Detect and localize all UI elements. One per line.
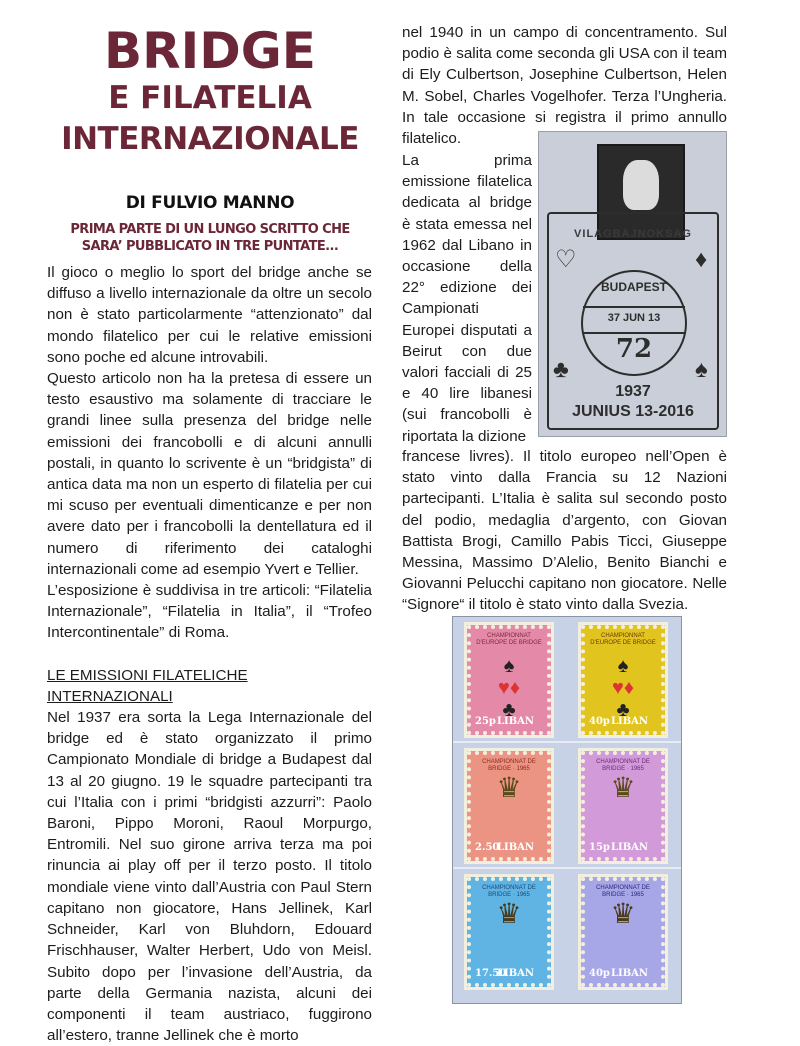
stamp-caption: CHAMPIONNAT DE BRIDGE · 1965 — [482, 759, 536, 772]
postmark-header: VILAGBAJNOKSAG — [574, 228, 692, 240]
stamp — [581, 625, 665, 735]
title-line-1: BRIDGE — [104, 22, 316, 80]
circle-line — [583, 306, 685, 308]
stamp-country: LIBAN — [611, 968, 649, 979]
stamp-caption: CHAMPIONNAT D'EUROPE DE BRIDGE — [476, 633, 542, 646]
crown-icon: ♛ — [610, 898, 636, 929]
stamp — [467, 877, 551, 987]
stamp-row — [453, 617, 681, 743]
article-title — [40, 18, 380, 160]
subtitle — [40, 221, 380, 255]
paragraph: L’esposizione è suddivisa in tre articoli: “Filatelia Internazionale”, “Filatelia in Italia”, il “Trofeo Intercontinentale” di Roma. — [47, 582, 372, 642]
diamond-icon: ♦ — [695, 246, 708, 273]
postmark-city: BUDAPEST — [600, 280, 667, 294]
stamp-caption: CHAMPIONNAT DE BRIDGE · 1965 — [596, 759, 650, 772]
author-byline: DI FULVIO MANNO — [125, 193, 295, 213]
stamp-value: 2.50 — [475, 842, 500, 853]
paragraph: nel 1940 in un campo di concentramento. Sul podio è salita come seconda gli USA con il team di Ely Culbertson, Josephine Culbertson, Helen M. Sobel, Charles Vogelhofer. Terza l’Ungheria. In tale occasione si registra il primo annullo filatelico. — [402, 24, 727, 148]
subtitle-line-1: PRIMA PARTE DI UN LUNGO SCRITTO CHE — [70, 222, 350, 237]
stamp — [467, 625, 551, 735]
stamp-value: 17.50 — [475, 968, 507, 979]
crown-icon: ♛ — [610, 772, 636, 803]
stamp-country: LIBAN — [497, 842, 535, 853]
stamp-row — [453, 869, 681, 995]
stamp-caption: CHAMPIONNAT D'EUROPE DE BRIDGE — [590, 633, 656, 646]
paragraph: Il gioco o meglio lo sport del bridge anche se diffuso a livello internazionale da oltre un secolo non è stato particolarmente “attenzionato” dal mondo filatelico per cui le relative emissioni sono poche ed alcune introvabili. — [47, 264, 372, 366]
stamp — [581, 877, 665, 987]
card-suits-icon: ♠ ♥♦ ♣ — [497, 655, 521, 721]
stamp-country: LIBAN — [611, 716, 649, 727]
crown-icon: ♛ — [496, 772, 522, 803]
stamp-value: 40p — [589, 716, 610, 727]
stamp-value: 40p — [589, 968, 610, 979]
crown-icon: ♛ — [496, 898, 522, 929]
paragraph: La prima emissione filatelica dedicata al bridge è stata emessa nel 1962 dal Libano in occasione della 22° edizione dei Campionati Europei disputati a Beirut con due valori facciali di 25 e 40 lire libanesi (sui francobolli è riportata la dizione — [402, 152, 532, 445]
postmark-photo — [538, 131, 727, 437]
paragraph: francese livres). Il titolo europeo nell’Open è stato vinto dalla Francia su 12 Nazioni partecipanti. L’Italia è salita sul secondo posto del podio, medaglia d’argento, con Giovan Battista Brogi, Camillo Pabis Ticci, Giuseppe Messina, Massimo D’Alelio, Benito Bianchi e Giovanni Pelucchi capitano non giocatore. Nelle “Signore“ il titolo è stato vinto dalla Svezia. — [402, 448, 727, 614]
right-column-bottom — [402, 446, 727, 616]
postmark-junius: JUNIUS 13-2016 — [572, 403, 694, 420]
stamps-photo — [452, 616, 682, 1004]
stamp — [467, 751, 551, 861]
stamp-caption: CHAMPIONNAT DE BRIDGE · 1965 — [482, 885, 536, 898]
postmark-circle — [581, 270, 687, 376]
stamp-country: LIBAN — [497, 968, 535, 979]
section-heading: LE EMISSIONI FILATELICHE INTERNAZIONALI — [47, 666, 248, 705]
club-icon: ♣ — [553, 356, 569, 383]
spade-icon: ♠ — [695, 356, 708, 383]
stamp-country: LIBAN — [611, 842, 649, 853]
postmark-date: 37 JUN 13 — [607, 312, 661, 324]
stamp-country: LIBAN — [497, 716, 535, 727]
postmark-number: 72 — [615, 334, 653, 364]
title-line-3: INTERNAZIONALE — [61, 121, 359, 157]
title-line-2: E FILATELIA — [108, 80, 312, 116]
heart-icon: ♡ — [555, 246, 577, 273]
right-column-narrow — [402, 150, 532, 447]
card-suits-icon: ♠ ♥♦ ♣ — [611, 655, 635, 721]
stamp-value: 25p — [475, 716, 496, 727]
stamp-value: 15p — [589, 842, 610, 853]
stamp-caption: CHAMPIONNAT DE BRIDGE · 1965 — [596, 885, 650, 898]
postmark-year: 1937 — [615, 383, 651, 400]
left-column — [47, 262, 372, 1046]
stamp-row — [453, 743, 681, 869]
paragraph: Nel 1937 era sorta la Lega Internazionale del bridge ed è stato organizzato il primo Campionato Mondiale di bridge a Budapest dal 13 al 20 giugno. 19 le squadre partecipanti tra cui l’Italia con i primi “bridgisti azzurri”: Paolo Baroni, Pippo Moroni, Raoul Morpurgo, Entromili. Nel suo girone arriva terza ma poi rinuncia ai play off per il terzo posto. Il titolo mondiale viene vinto dall’Austria con Paul Stern capitano non giocatore, Hans Jellinek, Karl Schneider, Karl von Bluhdorn, Edouard Frischhauser, Walter Herbert, Udo von Meisl. Subito dopo per l’invasione dell’Austria, da parte della Germania nazista, alcuni dei componenti il team austriaco, fuggirono all’estero, tranne Jellinek che è morto — [47, 709, 372, 1045]
subtitle-line-2: SARA’ PUBBLICATO IN TRE PUNTATE... — [81, 239, 339, 254]
postmark-year-block — [549, 382, 717, 422]
portrait-face — [623, 160, 659, 210]
stamp — [581, 751, 665, 861]
paragraph: Questo articolo non ha la pretesa di essere un testo esaustivo ma solamente di tracciare le grandi linee sulla presenza del bridge nelle emissioni dei francobolli e di alcuni annulli postali, in quanto lo scrivente è un “bridgista” di antica data ma non un esperto di filatelia per cui mi scuso per eventuali dimenticanze e per non avere dato per i francobolli la dentellatura ed il numero di riferimento dei cataloghi internazionali come ad esempio Yvert e Tellier. — [47, 370, 372, 578]
